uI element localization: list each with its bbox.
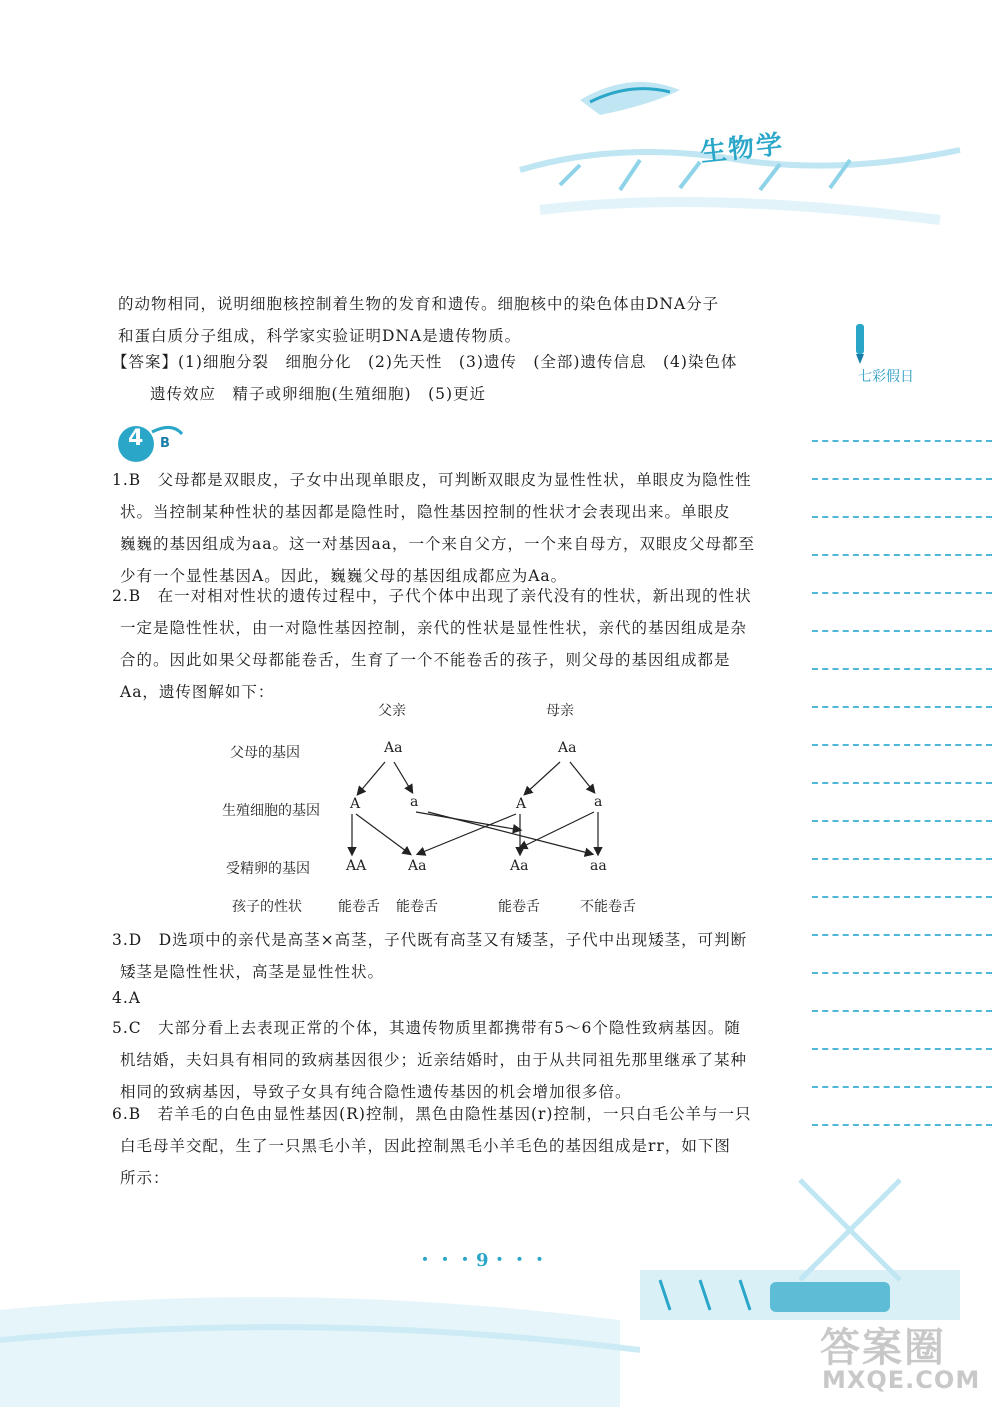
row-trait-label: 孩子的性状 bbox=[232, 899, 302, 915]
q5-line: 机结婚，夫妇具有相同的致病基因很少；近亲结婚时，由于从共同祖先那里继承了某种 bbox=[120, 1051, 748, 1069]
question-3 bbox=[112, 924, 752, 988]
intro-line: 和蛋白质分子组成，科学家实验证明DNA是遗传物质。 bbox=[118, 327, 522, 345]
question-2 bbox=[112, 580, 752, 708]
zygote-2: Aa bbox=[408, 858, 427, 874]
father-genes: Aa bbox=[384, 740, 403, 756]
q2-line: 一定是隐性性状，由一对隐性基因控制，亲代的性状是显性性状，亲代的基因组成是杂 bbox=[120, 619, 748, 637]
q2-line: Aa，遗传图解如下： bbox=[120, 683, 275, 701]
trait-3: 能卷舌 bbox=[498, 899, 540, 915]
gamete-1: A bbox=[350, 796, 361, 812]
q1-line: 状。当控制某种性状的基因都是隐性时，隐性基因控制的性状才会表现出来。单眼皮 bbox=[120, 503, 731, 521]
watermark-logo: 答案圈 bbox=[820, 1325, 946, 1371]
watermark-url: MXQE.COM bbox=[822, 1366, 981, 1394]
gamete-3: A bbox=[516, 796, 527, 812]
q1-line: 1.B 父母都是双眼皮，子女中出现单眼皮，可判断双眼皮为显性性状，单眼皮为隐性性 bbox=[112, 471, 752, 489]
section-badge-icon bbox=[112, 422, 192, 466]
row-zygote-label: 受精卵的基因 bbox=[226, 861, 310, 877]
section-letter: B bbox=[160, 436, 170, 451]
row-gamete-label: 生殖细胞的基因 bbox=[222, 803, 320, 819]
q5-line: 相同的致病基因，导致子女具有纯合隐性遗传基因的机会增加很多倍。 bbox=[120, 1083, 632, 1101]
pencil-icon bbox=[848, 322, 872, 366]
q3-line: 3.D D选项中的亲代是高茎×高茎，子代既有高茎又有矮茎，子代中出现矮茎，可判断 bbox=[112, 931, 748, 949]
q2-line: 合的。因此如果父母都能卷舌，生育了一个不能卷舌的孩子，则父母的基因组成都是 bbox=[120, 651, 731, 669]
gamete-2: a bbox=[410, 794, 419, 810]
answer-line: 【答案】(1)细胞分裂 细胞分化 (2)先天性 (3)遗传 (全部)遗传信息 (4)染色体 bbox=[112, 353, 738, 371]
q2-line: 2.B 在一对相对性状的遗传过程中，子代个体中出现了亲代没有的性状，新出现的性状 bbox=[112, 587, 752, 605]
trait-4: 不能卷舌 bbox=[580, 899, 636, 915]
q3-line: 矮茎是隐性性状，高茎是显性性状。 bbox=[120, 963, 385, 981]
zygote-4: aa bbox=[590, 858, 607, 874]
question-4 bbox=[112, 982, 752, 1014]
intro-text bbox=[118, 288, 758, 352]
section-number: 4 bbox=[128, 426, 144, 451]
gamete-4: a bbox=[594, 794, 603, 810]
page-number: ・・・9・・・ bbox=[416, 1250, 551, 1271]
q6-line: 白毛母羊交配，生了一只黑毛小羊，因此控制黑毛小羊毛色的基因组成是rr，如下图 bbox=[120, 1137, 731, 1155]
answer-line: 遗传效应 精子或卵细胞(生殖细胞) (5)更近 bbox=[150, 385, 487, 403]
row-parent-label: 父母的基因 bbox=[230, 745, 300, 761]
zygote-1: AA bbox=[346, 858, 367, 874]
q4-line: 4.A bbox=[112, 989, 141, 1007]
trait-1: 能卷舌 bbox=[338, 899, 380, 915]
q6-line: 所示： bbox=[120, 1169, 170, 1187]
q1-line: 巍巍的基因组成为aa。这一对基因aa，一个来自父方，一个来自母方，双眼皮父母都至 bbox=[120, 535, 755, 553]
trait-2: 能卷舌 bbox=[396, 899, 438, 915]
q6-line: 6.B 若羊毛的白色由显性基因(R)控制，黑色由隐性基因(r)控制，一只白毛公羊与一只 bbox=[112, 1105, 752, 1123]
subject-title: 生物学 bbox=[698, 129, 786, 169]
intro-line: 的动物相同，说明细胞核控制着生物的发育和遗传。细胞核中的染色体由DNA分子 bbox=[118, 295, 720, 313]
q1-line: 少有一个显性基因A。因此，巍巍父母的基因组成都应为Aa。 bbox=[120, 567, 568, 585]
zygote-3: Aa bbox=[510, 858, 529, 874]
mother-label: 母亲 bbox=[546, 703, 574, 719]
answer-block bbox=[112, 346, 752, 410]
mother-genes: Aa bbox=[558, 740, 577, 756]
question-5 bbox=[112, 1012, 752, 1108]
question-1 bbox=[112, 464, 755, 592]
sidebar-label: 七彩假日 bbox=[858, 369, 914, 385]
father-label: 父亲 bbox=[378, 703, 406, 719]
q5-line: 5.C 大部分看上去表现正常的个体，其遗传物质里都携带有5～6个隐性致病基因。随 bbox=[112, 1019, 741, 1037]
